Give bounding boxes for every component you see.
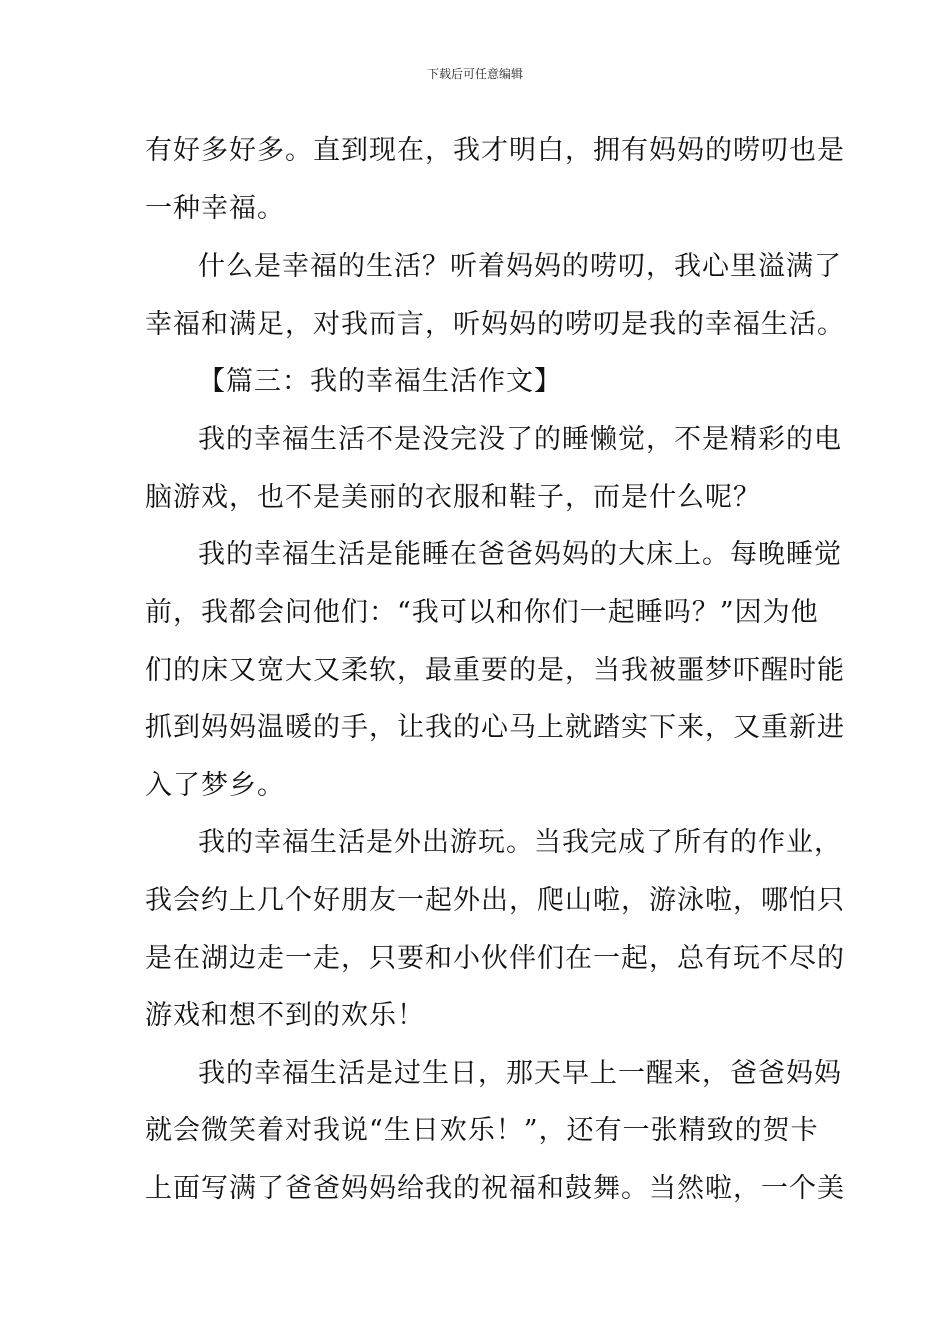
paragraph-start-line: 我的幸福生活是过生日，那天早上一醒来，爸爸妈妈	[198, 1058, 842, 1089]
text-line: 就会微笑着对我说“生日欢乐！”，还有一张精致的贺卡	[145, 1115, 819, 1146]
text-line: 入了梦乡。	[145, 770, 285, 801]
text-line: 们的床又宽大又柔软，最重要的是，当我被噩梦吓醒时能	[145, 655, 845, 686]
text-line: 一种幸福。	[145, 193, 285, 224]
text-line: 幸福和满足，对我而言，听妈妈的唠叨是我的幸福生活。	[145, 309, 845, 340]
paragraph-start-line: 我的幸福生活是能睡在爸爸妈妈的大床上。每晚睡觉	[198, 539, 842, 570]
paragraph-start-line: 我的幸福生活不是没完没了的睡懒觉，不是精彩的电	[198, 424, 842, 455]
text-line: 有好多好多。直到现在，我才明白，拥有妈妈的唠叨也是	[145, 135, 845, 166]
text-line: 脑游戏，也不是美丽的衣服和鞋子，而是什么呢？	[145, 482, 761, 513]
section-heading: 【篇三：我的幸福生活作文】	[198, 366, 562, 397]
text-line: 上面写满了爸爸妈妈给我的祝福和鼓舞。当然啦，一个美	[145, 1173, 845, 1204]
text-line: 我会约上几个好朋友一起外出，爬山啦，游泳啦，哪怕只	[145, 885, 845, 916]
text-line: 是在湖边走一走，只要和小伙伴们在一起，总有玩不尽的	[145, 943, 845, 974]
text-line: 前，我都会问他们：“我可以和你们一起睡吗？”因为他	[145, 597, 819, 628]
text-line: 游戏和想不到的欢乐！	[145, 1000, 425, 1031]
paragraph-start-line: 什么是幸福的生活？听着妈妈的唠叨，我心里溢满了	[198, 251, 842, 282]
page-header: 下载后可任意编辑	[426, 67, 523, 81]
paragraph-start-line: 我的幸福生活是外出游玩。当我完成了所有的作业，	[198, 827, 842, 858]
text-line: 抓到妈妈温暖的手，让我的心马上就踏实下来，又重新进	[145, 712, 845, 743]
